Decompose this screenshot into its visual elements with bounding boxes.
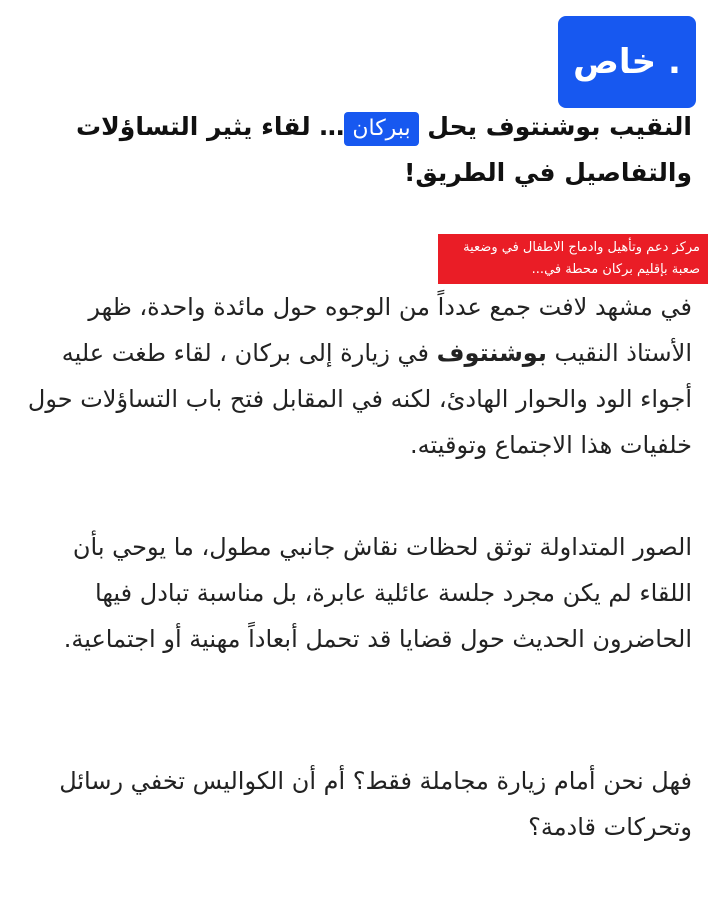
place-tag: ببركان [344, 112, 418, 146]
headline [40, 104, 692, 196]
paragraph-2: الصور المتداولة توثق لحظات نقاش جانبي مطول، ما يوحي بأن اللقاء لم يكن مجرد جلسة عائلية عابرة، بل مناسبة تبادل فيها الحاضرون الحديث حول قضايا قد تحمل أبعاداً مهنية أو اجتماعية. [63, 533, 692, 653]
name-highlight: بوشنتوف [436, 339, 547, 367]
red-caption-badge: مركز دعم وتأهيل وادماج الاطفال في وضعية صعبة بإقليم بركان محطة في... [438, 234, 708, 284]
headline-part-2: … لقاء يثير التساؤلات والتفاصيل في الطريق! [76, 112, 692, 187]
exclusive-tag: خاص . [558, 16, 696, 108]
paragraph-3: فهل نحن أمام زيارة مجاملة فقط؟ أم أن الكواليس تخفي رسائل وتحركات قادمة؟ [59, 767, 692, 841]
paragraph-1 [26, 284, 692, 468]
paragraph-1-start: في مشهد لافت جمع عدداً من الوجوه حول مائدة واحدة، ظهر الأستاذ النقيب [88, 293, 692, 367]
paragraph-1-end: في زيارة إلى بركان ، لقاء طغت عليه أجواء الود والحوار الهادئ، لكنه في المقابل فتح باب التساؤلات حول خلفيات هذا الاجتماع وتوقيته. [27, 339, 692, 459]
headline-part-1: النقيب بوشنتوف يحل [418, 112, 692, 141]
